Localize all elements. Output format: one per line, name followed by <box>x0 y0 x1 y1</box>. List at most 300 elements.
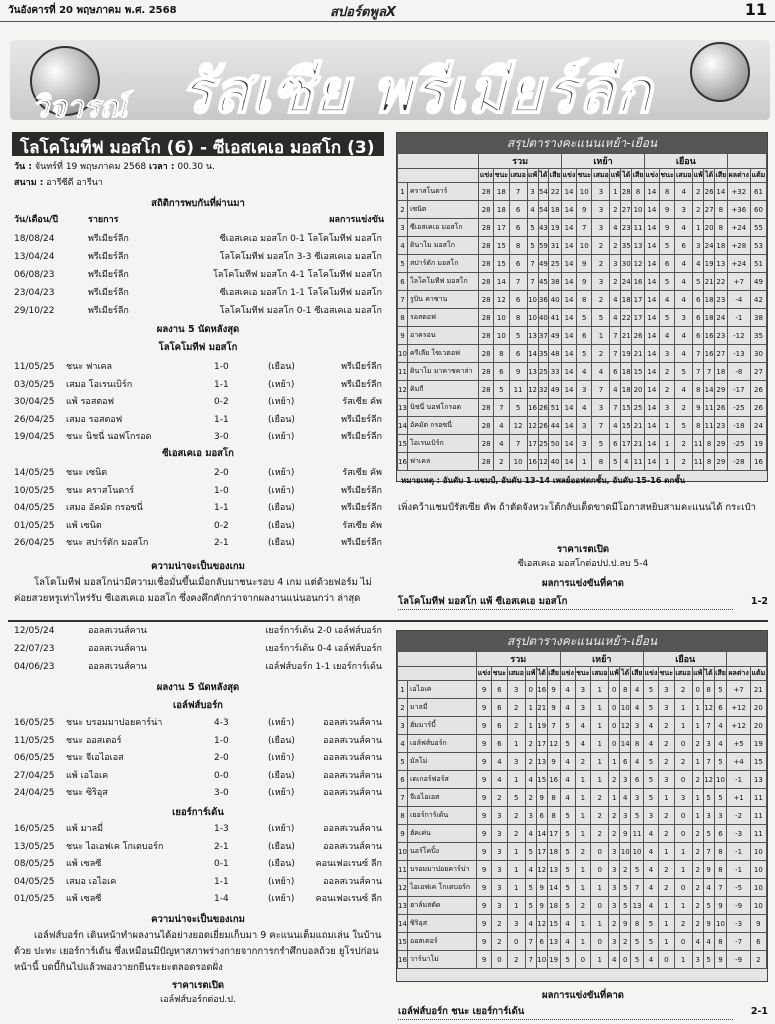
stat-cell: 10 <box>714 915 727 933</box>
stat-cell: 0 <box>674 771 692 789</box>
stat-cell: 8 <box>714 201 727 219</box>
stat-cell: 5 <box>576 309 592 327</box>
form-date: 14/05/25 <box>14 468 55 478</box>
stat-cell: 9 <box>477 681 492 699</box>
stat-cell: 1 <box>659 789 675 807</box>
stat-cell: 42 <box>750 291 766 309</box>
stat-cell: 1 <box>674 897 692 915</box>
stat-cell: 5 <box>509 399 527 417</box>
stat-cell: 1 <box>659 915 675 933</box>
stat-cell: 8 <box>576 291 592 309</box>
stat-cell: 15 <box>494 255 510 273</box>
stat-cell: 1 <box>674 699 692 717</box>
form-opponent: แพ้ เซลซี <box>66 894 102 904</box>
stat-cell: 5 <box>560 951 575 969</box>
analysis-line: ยูโรปก่อนหน้านี้ บดบี้กินไปแล้วพองวายกยีนระยะตลอดรอดฝั่ง <box>14 946 379 973</box>
stat-cell: 7 <box>703 753 714 771</box>
stat-cell: 5 <box>644 681 659 699</box>
stat-cell: 1 <box>693 219 704 237</box>
stat-cell: 3 <box>692 951 703 969</box>
stat-cell: 1 <box>575 789 591 807</box>
analysis-text-1 <box>14 575 388 607</box>
stat-cell: 11 <box>693 453 704 471</box>
stat-cell: 14 <box>644 345 659 363</box>
stat-cell: 3 <box>592 183 610 201</box>
form-score: 1-1 <box>214 379 229 390</box>
table-row <box>398 417 767 435</box>
stat-cell: 20 <box>750 699 766 717</box>
stat-cell: 8 <box>659 183 675 201</box>
stat-cell: 14 <box>644 201 659 219</box>
form-row <box>14 519 384 537</box>
stat-cell: +12 <box>727 717 750 735</box>
stat-cell: 4 <box>675 345 693 363</box>
stat-cell: 18 <box>621 363 632 381</box>
stat-cell: 3 <box>714 807 727 825</box>
team-cell: ซิริอุส <box>408 915 477 933</box>
stat-cell: 2 <box>592 237 610 255</box>
stat-cell: 10 <box>527 291 538 309</box>
form-score: 4-3 <box>214 718 229 728</box>
stat-cell: 4 <box>644 735 659 753</box>
stat-cell: 5 <box>509 327 527 345</box>
group-total: รวม <box>477 652 560 667</box>
form-date: 13/05/25 <box>14 841 55 852</box>
stat-cell: 25 <box>538 435 549 453</box>
stat-cell: 5 <box>644 789 659 807</box>
column-header: เสมอ <box>509 169 527 183</box>
stat-cell: 28 <box>479 345 494 363</box>
stat-cell: 15 <box>750 753 766 771</box>
stat-cell: 18 <box>714 237 727 255</box>
h2h-date: 22/07/23 <box>14 644 55 654</box>
stat-cell: 9 <box>477 915 492 933</box>
stat-cell: 50 <box>549 435 562 453</box>
stat-cell: 2 <box>692 879 703 897</box>
stat-cell: 18 <box>621 381 632 399</box>
stat-cell: 29 <box>714 381 727 399</box>
stat-cell: 0 <box>525 681 536 699</box>
team-cell: อัคมัต กรอซนี่ <box>408 417 479 435</box>
stat-cell: 18 <box>549 201 562 219</box>
stat-cell: 38 <box>549 273 562 291</box>
time-label: เวลา : <box>149 162 175 172</box>
rank-cell: 11 <box>398 861 408 879</box>
stat-cell: 0 <box>591 897 609 915</box>
prediction-score-2: 2-1 <box>750 1006 768 1017</box>
table-row <box>398 363 767 381</box>
analysis-title: ความน่าจะเป็นของเกม <box>151 561 245 572</box>
stat-cell: 5 <box>507 789 525 807</box>
stat-cell: 5 <box>714 753 727 771</box>
stat-cell: 2 <box>610 237 621 255</box>
stat-cell: 0 <box>609 735 620 753</box>
stat-cell: 15 <box>536 771 547 789</box>
stat-cell: 6 <box>492 699 508 717</box>
stat-cell: 21 <box>536 699 547 717</box>
group-total: รวม <box>479 154 562 169</box>
stat-cell: 30 <box>621 255 632 273</box>
stat-cell: 14 <box>562 273 577 291</box>
column-header: ชนะ <box>492 667 508 681</box>
form-venue: (เหย้า) <box>268 432 295 442</box>
stat-cell: 54 <box>538 183 549 201</box>
stat-cell: 9 <box>477 807 492 825</box>
h2h-date: 13/04/24 <box>14 252 55 262</box>
stat-cell: 4 <box>592 363 610 381</box>
stat-cell: 16 <box>704 345 715 363</box>
form-score: 1-0 <box>214 485 229 496</box>
form-score: 0-2 <box>214 397 229 407</box>
stat-cell: 13 <box>631 897 644 915</box>
form-competition: ออลสเวนส์คาน <box>323 824 382 834</box>
stat-cell: 3 <box>703 735 714 753</box>
stat-cell: 5 <box>525 879 536 897</box>
stat-cell: 1 <box>674 861 692 879</box>
stat-cell: 7 <box>509 273 527 291</box>
stat-cell: 9 <box>477 843 492 861</box>
form-date: 10/05/25 <box>14 485 55 496</box>
table-title-2: สรุปตารางคะแนนเหย้า-เยือน <box>397 631 767 651</box>
stat-cell: 2 <box>591 807 609 825</box>
stat-cell: 3 <box>693 237 704 255</box>
stat-cell: 3 <box>592 399 610 417</box>
stat-cell: 2 <box>609 825 620 843</box>
stat-cell: 9 <box>547 753 560 771</box>
form-competition: พรีเมียร์ลีก <box>341 379 382 390</box>
stat-cell: 28 <box>621 183 632 201</box>
stat-cell: -17 <box>727 381 750 399</box>
stat-cell: 51 <box>750 255 766 273</box>
form-row <box>14 395 384 413</box>
date-value: จันทร์ที่ 19 พฤษภาคม 2568 <box>34 162 147 172</box>
stat-cell: -9 <box>727 951 750 969</box>
stat-cell: 13 <box>547 933 560 951</box>
stat-cell: 2 <box>610 201 621 219</box>
stat-cell: 28 <box>479 219 494 237</box>
h2h-row <box>14 660 384 678</box>
column-header: เสมอ <box>675 169 693 183</box>
stat-cell: 6 <box>610 435 621 453</box>
stat-cell: 2 <box>507 717 525 735</box>
stat-cell: 6 <box>509 291 527 309</box>
stat-cell: 9 <box>714 951 727 969</box>
form-competition: ออลสเวนส์คาน <box>323 718 382 728</box>
stat-cell: 1 <box>575 825 591 843</box>
stat-cell: 3 <box>659 699 675 717</box>
stat-cell: 4 <box>659 291 675 309</box>
h2h-competition: ออลสเวนส์คาน <box>88 662 147 672</box>
column-header: เสมอ <box>507 667 525 681</box>
team-cell: เอไอเค <box>408 681 477 699</box>
stat-cell: 13 <box>536 753 547 771</box>
team-a-name: โลโคโมทีฟ มอสโก <box>158 342 238 353</box>
stat-cell: 60 <box>750 201 766 219</box>
team-cell: สปาร์ตัก มอสโก <box>408 255 479 273</box>
stat-cell: 54 <box>538 201 549 219</box>
stat-cell: 5 <box>525 897 536 915</box>
rank-cell: 14 <box>398 915 408 933</box>
stat-cell: 1 <box>692 807 703 825</box>
form-row <box>14 751 384 769</box>
team-a-form-2 <box>14 716 384 804</box>
h2h-date: 12/05/24 <box>14 626 55 636</box>
stat-cell: 3 <box>609 933 620 951</box>
stat-cell: 6 <box>693 291 704 309</box>
form-score: 3-0 <box>214 432 229 442</box>
rank-cell: 6 <box>398 771 408 789</box>
stat-cell: 24 <box>750 417 766 435</box>
stat-cell: 2 <box>525 753 536 771</box>
stat-cell: 3 <box>592 201 610 219</box>
stat-cell: 35 <box>538 345 549 363</box>
stat-cell: 1 <box>659 417 675 435</box>
stat-cell: 0 <box>674 825 692 843</box>
stat-cell: 28 <box>479 273 494 291</box>
stat-cell: 15 <box>621 399 632 417</box>
stat-cell: 9 <box>576 255 592 273</box>
stat-cell: 6 <box>536 807 547 825</box>
stat-cell: 10 <box>536 951 547 969</box>
stat-cell: 21 <box>750 681 766 699</box>
form-row <box>14 822 384 840</box>
stat-cell: 10 <box>714 771 727 789</box>
stat-cell: 9 <box>576 201 592 219</box>
stat-cell: 21 <box>632 435 645 453</box>
form-date: 03/05/25 <box>14 379 55 390</box>
column-header: แข่ง <box>479 169 494 183</box>
stat-cell: +24 <box>727 255 750 273</box>
stat-cell: 11 <box>632 219 645 237</box>
form-row <box>14 769 384 787</box>
form-row <box>14 378 384 396</box>
stat-cell: 1 <box>576 453 592 471</box>
stat-cell: 10 <box>509 453 527 471</box>
rank-cell: 16 <box>398 453 408 471</box>
stat-cell: 14 <box>562 309 577 327</box>
table-row <box>398 879 767 897</box>
stat-cell: 20 <box>704 219 715 237</box>
stat-cell: 0 <box>575 951 591 969</box>
h2h-competition: พรีเมียร์ลีก <box>88 234 129 244</box>
stat-cell: 5 <box>693 273 704 291</box>
stat-cell: 5 <box>527 237 538 255</box>
stat-cell: 4 <box>575 735 591 753</box>
stat-cell: -5 <box>727 879 750 897</box>
stat-cell: 5 <box>576 345 592 363</box>
stat-cell: 4 <box>644 897 659 915</box>
stat-cell: 3 <box>576 417 592 435</box>
stat-cell: 14 <box>562 237 577 255</box>
stat-cell: 5 <box>644 915 659 933</box>
column-header: แข่ง <box>644 169 659 183</box>
stat-cell: 3 <box>576 381 592 399</box>
h2h-competition: ออลสเวนส์คาน <box>88 626 147 636</box>
form-date: 26/04/25 <box>14 414 55 425</box>
stat-cell: 10 <box>527 309 538 327</box>
team-b-name: ซีเอสเคเอ มอสโก <box>162 448 234 459</box>
stat-cell: 36 <box>538 291 549 309</box>
stat-cell: 6 <box>509 201 527 219</box>
stat-cell: 28 <box>479 453 494 471</box>
stat-cell: 3 <box>675 309 693 327</box>
stat-cell: 43 <box>538 219 549 237</box>
stat-cell: +5 <box>727 735 750 753</box>
stat-cell: 8 <box>704 435 715 453</box>
stat-cell: 2 <box>609 807 620 825</box>
stat-cell: 7 <box>494 399 510 417</box>
analysis-line: ในบ้านด้วย ปะทะ เยอร์การ์เด้น ซึ่งเหมือนมีปัญหาสภาพร่างกายจากการกรำศึกบอลถ้วย <box>14 930 382 957</box>
stat-cell: 25 <box>549 255 562 273</box>
form-opponent: ชนะ สปาร์ตัก มอสโก <box>66 538 149 548</box>
stat-cell: 9 <box>659 201 675 219</box>
team-a-name-2: เอล์ฟส์บอร์ก <box>173 700 223 711</box>
team-cell: เอล์ฟส์บอร์ก <box>408 735 477 753</box>
stat-cell: -2 <box>727 807 750 825</box>
prediction-score: 1-2 <box>750 596 768 607</box>
form-date: 27/04/25 <box>14 770 55 781</box>
stat-cell: 2 <box>675 453 693 471</box>
stat-cell: 0 <box>507 933 525 951</box>
stat-cell: 7 <box>631 879 644 897</box>
stat-cell: 6 <box>492 735 508 753</box>
stat-cell: 5 <box>703 789 714 807</box>
stat-cell: 8 <box>693 381 704 399</box>
stat-cell: 3 <box>507 681 525 699</box>
stat-cell: 4 <box>644 861 659 879</box>
stat-cell: 14 <box>620 735 631 753</box>
stat-cell: 2 <box>659 363 675 381</box>
column-header: ชนะ <box>575 667 591 681</box>
stat-cell: 3 <box>592 273 610 291</box>
h2h-result: เยอร์การ์เด้น 0-4 เอล์ฟส์บอร์ก <box>265 644 382 654</box>
form-score: 2-1 <box>214 538 229 548</box>
stat-cell: 2 <box>507 807 525 825</box>
stat-cell: 10 <box>631 843 644 861</box>
stat-cell: 14 <box>644 237 659 255</box>
form-row <box>14 360 384 378</box>
stat-cell: 9 <box>536 789 547 807</box>
form-opponent: แพ้ เซนิต <box>66 520 102 531</box>
table-row <box>398 843 767 861</box>
stat-cell: -1 <box>727 309 750 327</box>
stat-cell: 9 <box>576 273 592 291</box>
column-header: ได้ <box>538 169 549 183</box>
stat-cell: 5 <box>560 897 575 915</box>
form-row <box>14 536 384 554</box>
stat-cell: 2 <box>575 753 591 771</box>
stat-cell: 4 <box>675 219 693 237</box>
stat-cell: 6 <box>693 327 704 345</box>
group-away: เยือน <box>644 154 727 169</box>
stat-cell: 4 <box>675 327 693 345</box>
stat-cell: 6 <box>509 255 527 273</box>
h2h-competition: พรีเมียร์ลีก <box>88 288 129 298</box>
stat-cell: 9 <box>750 915 766 933</box>
table-row <box>398 399 767 417</box>
stat-cell: 2 <box>591 789 609 807</box>
stat-cell: 9 <box>477 897 492 915</box>
stat-cell: 2 <box>659 861 675 879</box>
stat-cell: 9 <box>693 399 704 417</box>
team-cell: ออสเตอร์ <box>408 933 477 951</box>
prediction-line <box>398 594 768 610</box>
stat-cell: 4 <box>525 915 536 933</box>
banner-subtitle: วิจารณ์ <box>32 90 128 120</box>
stat-cell: 6 <box>714 825 727 843</box>
stat-cell: 38 <box>750 309 766 327</box>
table-row <box>398 753 767 771</box>
form-row <box>14 466 384 484</box>
column-header: ได้ <box>621 169 632 183</box>
column-header: เสีย <box>549 169 562 183</box>
stat-cell: 2 <box>609 771 620 789</box>
form-score: 1-1 <box>214 876 229 887</box>
stat-cell: 4 <box>644 951 659 969</box>
table-row <box>398 951 767 969</box>
stat-cell: 37 <box>538 327 549 345</box>
stat-cell: 7 <box>610 345 621 363</box>
form-competition: รัสเซีย คัพ <box>342 520 382 531</box>
h2h-result: โลโคโมทีฟ มอสโก 3-3 ซีเอสเคเอ มอสโก <box>219 252 382 262</box>
stat-cell: 5 <box>631 933 644 951</box>
stat-cell: 22 <box>621 309 632 327</box>
stat-cell: 2 <box>693 183 704 201</box>
form-competition: ออลสเวนส์คาน <box>323 753 382 763</box>
h2h-row <box>14 304 384 322</box>
team-cell: ดินาโม มอสโก <box>408 237 479 255</box>
rank-cell: 8 <box>398 309 408 327</box>
rank-cell: 6 <box>398 273 408 291</box>
h2h-date: 06/08/23 <box>14 270 55 280</box>
stat-cell: 6 <box>509 345 527 363</box>
stat-cell: 2 <box>659 735 675 753</box>
column-header: เสีย <box>714 667 727 681</box>
stat-cell: 44 <box>549 417 562 435</box>
stat-cell: 3 <box>703 807 714 825</box>
stat-cell: 8 <box>703 681 714 699</box>
stat-cell: 2 <box>620 861 631 879</box>
stat-cell: 26 <box>750 399 766 417</box>
stat-cell: 4 <box>621 453 632 471</box>
stat-cell: 14 <box>644 417 659 435</box>
stat-cell: 11 <box>704 417 715 435</box>
form-venue: (เยือน) <box>268 503 295 513</box>
form-row <box>14 484 384 502</box>
form-competition: พรีเมียร์ลีก <box>341 362 382 372</box>
stat-cell: 4 <box>610 381 621 399</box>
stat-cell: 22 <box>714 273 727 291</box>
stat-cell: 6 <box>620 753 631 771</box>
stat-cell: +12 <box>727 699 750 717</box>
stat-cell: 0 <box>674 933 692 951</box>
stat-cell: 10 <box>750 879 766 897</box>
stat-cell: 6 <box>610 363 621 381</box>
stat-cell: 49 <box>750 273 766 291</box>
h2h-title: สถิติการพบกันที่ผ่านมา <box>151 198 245 209</box>
stat-cell: 4 <box>693 255 704 273</box>
stat-cell: 13 <box>714 255 727 273</box>
stat-cell: 1 <box>575 861 591 879</box>
stat-cell: +4 <box>727 753 750 771</box>
stat-cell: 9 <box>477 771 492 789</box>
stat-cell: 19 <box>536 717 547 735</box>
stat-cell: 10 <box>750 897 766 915</box>
stat-cell: 1 <box>659 933 675 951</box>
team-cell: ครีเลีย โซเวตอฟ <box>408 345 479 363</box>
table-row <box>398 699 767 717</box>
form-date: 04/05/25 <box>14 503 55 513</box>
